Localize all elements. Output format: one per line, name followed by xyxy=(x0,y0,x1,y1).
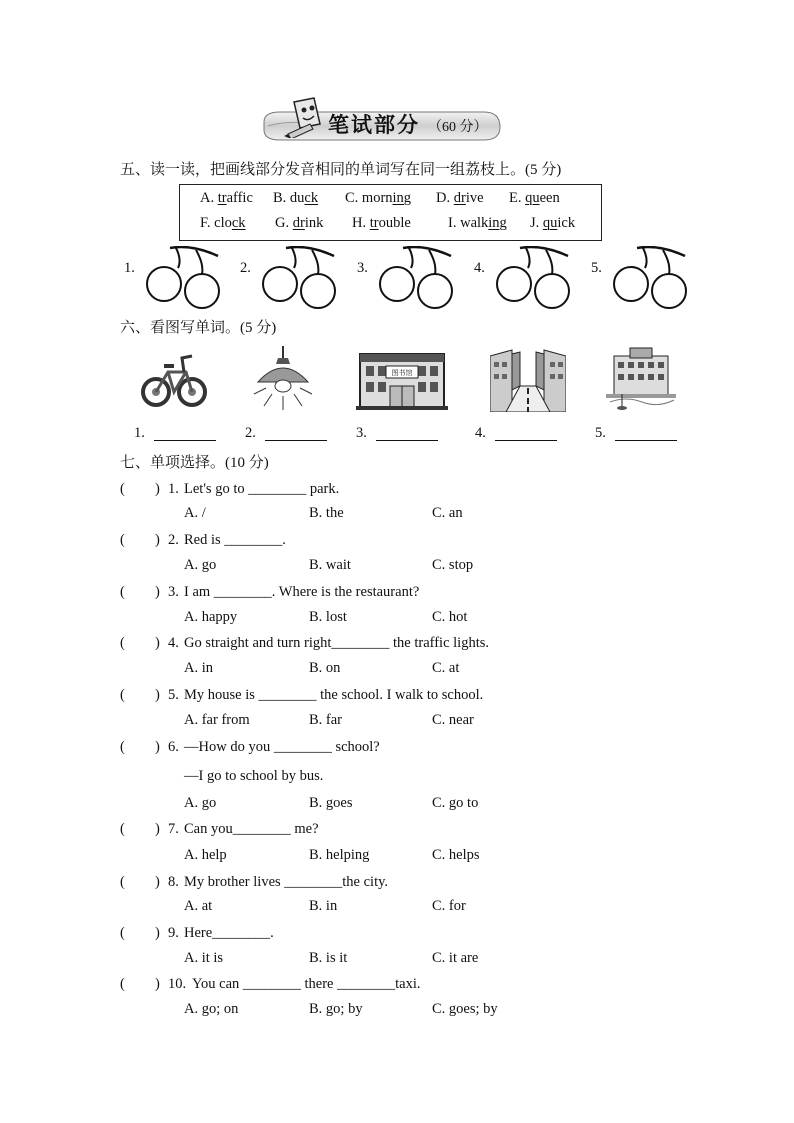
choice-c: C. hot xyxy=(432,609,468,625)
picture-answer-number: 3. xyxy=(356,425,367,441)
answer-slot[interactable] xyxy=(128,584,152,602)
answer-slot[interactable] xyxy=(128,635,152,653)
answer-slot[interactable] xyxy=(128,739,152,757)
choice-c: C. near xyxy=(432,712,474,728)
choice-a: A. go; on xyxy=(184,1001,239,1017)
section5-title: 五、读一读，把画线部分发音相同的单词写在同一组荔枝上。 xyxy=(120,160,526,178)
option-word-part: ive xyxy=(465,190,484,206)
question-number: 1. xyxy=(168,481,179,497)
answer-paren-open: ( xyxy=(120,584,125,600)
choice-a: A. happy xyxy=(184,609,238,625)
building-icon xyxy=(606,346,676,412)
choice-a: A. at xyxy=(184,898,213,914)
picture-answer-blank[interactable] xyxy=(615,440,677,441)
pencil-mascot-icon xyxy=(280,94,330,138)
option-underlined-part: ing xyxy=(488,215,507,231)
question-number: 5. xyxy=(168,687,179,703)
lychee-branch-icon xyxy=(492,246,576,312)
choice-b: B. on xyxy=(309,660,341,676)
picture-answer-number: 4. xyxy=(475,425,486,441)
question-number: 7. xyxy=(168,821,179,837)
answer-paren-open: ( xyxy=(120,739,125,755)
lychee-branch-icon xyxy=(375,246,459,312)
section6-heading xyxy=(120,316,276,337)
choice-c: C. it are xyxy=(432,950,479,966)
option-letter: G. xyxy=(275,215,293,231)
choice-b: B. the xyxy=(309,505,344,521)
option-underlined-part: dr xyxy=(292,215,305,231)
choice-b: B. lost xyxy=(309,609,347,625)
choice-b: B. in xyxy=(309,898,338,914)
answer-paren-open: ( xyxy=(120,481,125,497)
question-number: 10. xyxy=(168,976,187,992)
answer-paren-open: ( xyxy=(120,874,125,890)
picture-answer-number: 5. xyxy=(595,425,606,441)
picture-answer-blank[interactable] xyxy=(495,440,557,441)
choice-c: C. an xyxy=(432,505,463,521)
word-option xyxy=(352,215,411,232)
word-option xyxy=(509,190,560,207)
answer-slot[interactable] xyxy=(128,874,152,892)
option-underlined-part: dr xyxy=(453,190,466,206)
banner-score: （60 分） xyxy=(428,120,488,135)
choice-a: A. / xyxy=(184,505,206,521)
choice-a: A. go xyxy=(184,795,217,811)
answer-slot[interactable] xyxy=(128,821,152,839)
section5-points: (5 分) xyxy=(525,162,562,178)
option-letter: A. xyxy=(200,190,218,206)
choice-a: A. go xyxy=(184,557,217,573)
picture-answer-blank[interactable] xyxy=(154,440,216,441)
picture-answer-number: 2. xyxy=(245,425,256,441)
option-word-part: een xyxy=(539,190,560,206)
section-banner xyxy=(258,100,502,144)
option-underlined-part: qu xyxy=(542,215,558,231)
option-underlined-part: ck xyxy=(231,215,246,231)
choice-b: B. far xyxy=(309,712,343,728)
section7-title: 七、单项选择。 xyxy=(120,453,226,471)
answer-paren-open: ( xyxy=(120,635,125,651)
answer-paren-close: ) xyxy=(155,532,160,548)
answer-paren-open: ( xyxy=(120,687,125,703)
choice-a: A. help xyxy=(184,847,227,863)
answer-paren-close: ) xyxy=(155,976,160,992)
word-option xyxy=(273,190,318,207)
option-letter: B. xyxy=(273,190,290,206)
choice-b: B. is it xyxy=(309,950,348,966)
answer-paren-open: ( xyxy=(120,821,125,837)
question-number: 9. xyxy=(168,925,179,941)
section6-title: 六、看图写单词。 xyxy=(120,318,241,336)
option-word-part: ick xyxy=(557,215,576,231)
library-icon xyxy=(356,346,448,412)
option-underlined-part: qu xyxy=(525,190,540,206)
option-word-part: du xyxy=(289,190,305,206)
option-word-part: ink xyxy=(304,215,324,231)
word-options-box xyxy=(179,184,602,241)
answer-slot[interactable] xyxy=(128,481,152,499)
word-option xyxy=(200,190,253,207)
choice-c: C. at xyxy=(432,660,460,676)
bicycle-icon xyxy=(140,348,210,410)
word-option xyxy=(448,215,507,232)
option-letter: J. xyxy=(530,215,543,231)
answer-paren-open: ( xyxy=(120,925,125,941)
answer-paren-close: ) xyxy=(155,739,160,755)
choice-b: B. go; by xyxy=(309,1001,363,1017)
choice-c: C. for xyxy=(432,898,466,914)
question-stem: Red is ________. xyxy=(184,532,286,548)
option-underlined-part: ing xyxy=(392,190,412,206)
picture-answer-blank[interactable] xyxy=(265,440,327,441)
lychee-number: 3. xyxy=(357,260,368,276)
answer-slot[interactable] xyxy=(128,976,152,994)
option-letter: H. xyxy=(352,215,370,231)
choice-c: C. goes; by xyxy=(432,1001,498,1017)
word-option xyxy=(275,215,323,232)
answer-slot[interactable] xyxy=(128,687,152,705)
street-icon xyxy=(490,346,566,412)
question-stem: Can you________ me? xyxy=(184,821,319,837)
question-number: 3. xyxy=(168,584,179,600)
question-stem: Here________. xyxy=(184,925,274,941)
answer-paren-close: ) xyxy=(155,584,160,600)
choice-b: B. helping xyxy=(309,847,370,863)
option-letter: D. xyxy=(436,190,454,206)
picture-answer-blank[interactable] xyxy=(376,440,438,441)
question-stem: My brother lives ________the city. xyxy=(184,874,389,890)
section7-heading xyxy=(120,451,269,472)
option-letter: I. xyxy=(448,215,461,231)
option-underlined-part: tr xyxy=(369,215,379,231)
picture-answer-row xyxy=(134,425,694,445)
word-option xyxy=(200,215,246,232)
option-word-part: clo xyxy=(214,215,232,231)
option-letter: E. xyxy=(509,190,526,206)
lychee-number: 2. xyxy=(240,260,251,276)
answer-paren-close: ) xyxy=(155,481,160,497)
answer-paren-close: ) xyxy=(155,635,160,651)
banner-title: 笔试部分 xyxy=(328,113,420,137)
option-underlined-part: tr xyxy=(217,190,227,206)
word-option xyxy=(436,190,484,207)
answer-slot[interactable] xyxy=(128,925,152,943)
choice-a: A. it is xyxy=(184,950,224,966)
lychee-branch-icon xyxy=(258,246,342,312)
question-stem: My house is ________ the school. I walk to school. xyxy=(184,687,484,703)
choice-a: A. far from xyxy=(184,712,250,728)
option-word-part: walk xyxy=(460,215,489,231)
choice-b: B. wait xyxy=(309,557,351,573)
lychee-number: 5. xyxy=(591,260,602,276)
section6-points: (5 分) xyxy=(240,320,277,336)
answer-paren-close: ) xyxy=(155,925,160,941)
option-letter: F. xyxy=(200,215,215,231)
lychee-branch-icon xyxy=(609,246,693,312)
choice-c: C. stop xyxy=(432,557,474,573)
choice-c: C. go to xyxy=(432,795,479,811)
lamp-icon xyxy=(248,346,318,412)
word-option xyxy=(345,190,411,207)
option-word-part: ouble xyxy=(378,215,411,231)
question-stem: I am ________. Where is the restaurant? xyxy=(184,584,420,600)
question-stem: Go straight and turn right________ the traffic lights. xyxy=(184,635,489,651)
option-word-part: affic xyxy=(226,190,253,206)
choice-b: B. goes xyxy=(309,795,353,811)
question-number: 2. xyxy=(168,532,179,548)
question-number: 6. xyxy=(168,739,179,755)
option-word-part: morn xyxy=(361,190,393,206)
question-stem: You can ________ there ________taxi. xyxy=(192,976,421,992)
lychee-branch-icon xyxy=(142,246,226,312)
option-underlined-part: ck xyxy=(304,190,319,206)
answer-paren-open: ( xyxy=(120,976,125,992)
choice-c: C. helps xyxy=(432,847,480,863)
answer-paren-open: ( xyxy=(120,532,125,548)
answer-paren-close: ) xyxy=(155,874,160,890)
choice-a: A. in xyxy=(184,660,213,676)
lychee-number: 1. xyxy=(124,260,135,276)
picture-answer-number: 1. xyxy=(134,425,145,441)
section5-heading xyxy=(120,158,561,179)
section7-points: (10 分) xyxy=(225,455,269,471)
question-stem: Let's go to ________ park. xyxy=(184,481,340,497)
lychee-number: 4. xyxy=(474,260,485,276)
lychee-row xyxy=(124,246,704,312)
question-stem: —How do you ________ school? xyxy=(184,739,380,755)
word-option xyxy=(530,215,575,232)
answer-slot[interactable] xyxy=(128,532,152,550)
answer-paren-close: ) xyxy=(155,821,160,837)
question-number: 8. xyxy=(168,874,179,890)
answer-paren-close: ) xyxy=(155,687,160,703)
question-stem-line2: —I go to school by bus. xyxy=(184,768,324,784)
library-sign: 图书馆 xyxy=(391,369,413,377)
question-number: 4. xyxy=(168,635,179,651)
option-letter: C. xyxy=(345,190,362,206)
